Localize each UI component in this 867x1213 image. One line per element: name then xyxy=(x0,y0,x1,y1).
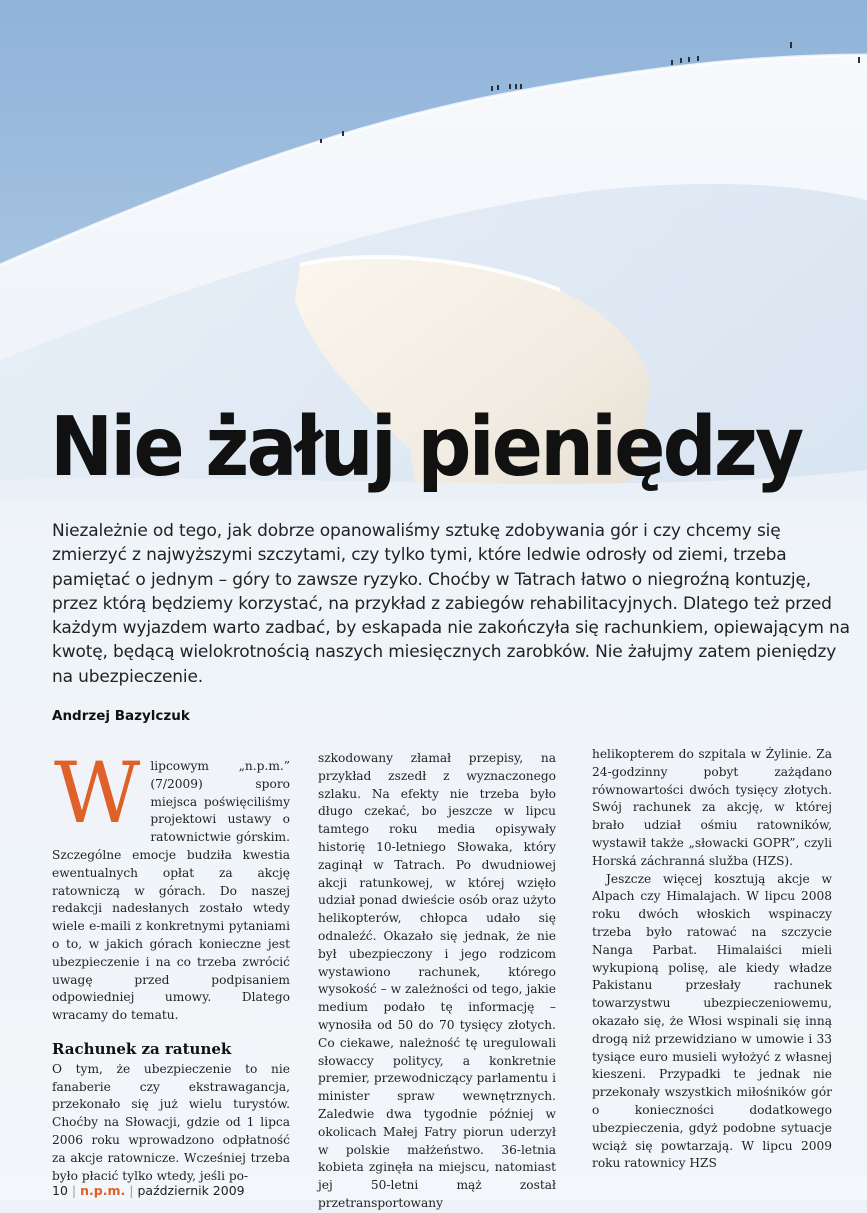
body-paragraph: szkodowany złamał przepisy, na przykład zszedł z wyznaczonego szlaku. Na efekty nie trzeba było długo czekać, bo jeszcze w lipcu tamtego roku media opisywały historię 10-letniego Słowaka, który zaginął w Tatrach. Po dwudniowej akcji ratunkowej, w której wzięło udział ponad dwieście osób oraz użyto helikopterów, chłopca udało się odnaleźć. Okazało się jednak, że nie był ubezpieczony i jego rodzicom wystawiono rachunek, którego wysokość – w zależności od tego, jakie medium podało tę informację – wynosiła od 50 do 70 tysięcy złotych. Co ciekawe, należność tę uregulowali słowaccy politycy, a konkretnie premier, przewodniczący parlamentu i minister spraw wewnętrznych. Zaledwie dwa tygodnie później w okolicach Małej Fatry piorun uderzył w polskie małżeństwo. 36-letnia kobieta zginęła na miejscu, natomiast jej 50-letni mąż został przetransportowany xyxy=(318,751,556,1210)
column-2 xyxy=(318,750,556,1213)
subheading: Rachunek za ratunek xyxy=(52,1039,232,1058)
drop-cap: W xyxy=(54,744,141,842)
body-paragraph: O tym, że ubezpieczenie to nie fanaberie czy ekstrawagancja, przekonało się już wielu turystów. Choćby na Słowacji, gdzie od 1 lipca 2006 roku wprowadzono odpłatność za akcje ratownicze. Wcześniej trzeba było płacić tylko wtedy, jeśli po- xyxy=(52,1061,290,1183)
body-paragraph: lipcowym „n.p.m.” (7/2009) sporo miejsca poświęciliśmy projektowi ustawy o ratownictwie górskim. Szczególne emocje budziła kwestia ewentualnych opłat za akcję ratowniczą w górach. Do naszej redakcji nadesłanych zostało wtedy wiele e-maili z konkretnymi pytaniami o to, w jakich górach konieczne jest ubezpieczenie i na co trzeba zwrócić uwagę przed podpisaniem odpowiedniej umowy. Dlatego wracamy do tematu. xyxy=(52,759,290,1023)
body-paragraph: Jeszcze więcej kosztują akcje w Alpach czy Himalajach. W lipcu 2008 roku dwóch włoskich wspinaczy trzeba było ratować na szczycie Nanga Parbat. Himalaiści mieli wykupioną polisę, ale kiedy władze Pakistanu przesłały rachunek towarzystwu ubezpieczeniowemu, okazało się, że Włosi wspinali się inną drogą niż przewidziano w umowie i 33 tysiące euro musieli wyłożyć z własnej kieszeni. Przypadki te jednak nie przekonały wszystkich miłośników gór o konieczności dodatkowego ubezpieczenia, gdyż podobne sytuacje wciąż się powtarzają. W lipcu 2009 roku ratownicy HZS xyxy=(592,871,832,1171)
page-number: 10 xyxy=(52,1183,68,1198)
article-title: Nie żałuj pieniędzy xyxy=(50,399,802,495)
body-paragraph: helikopterem do szpitala w Żylinie. Za 24-godzinny pobyt zażądano równowartości dwóch tysięcy złotych. Swój rachunek za akcję, w której brało udział ośmiu ratowników, wystawił także „słowacki GOPR”, czyli Horská záchranná služba (HZS). xyxy=(592,747,832,868)
lead-paragraph: Niezależnie od tego, jak dobrze opanowaliśmy sztukę zdobywania gór i czy chcemy się zmierzyć z najwyższymi szczytami, czy tylko tymi, które ledwie odrosły od ziemi, trzeba pamiętać o jednym – góry to zawsze ryzyko. Choćby w Tatrach łatwo o niegroźną kontuzję, przez którą będziemy korzystać, na przykład z zabiegów rehabilitacyjnych. Dlatego też przed każdym wyjazdem warto zadbać, by eskapada nie zakończyła się rachunkiem, opiewającym na kwotę, będącą wielokrotnością naszych miesięcznych zarobków. Nie żałujmy zatem pieniędzy na ubezpieczenie. xyxy=(52,521,850,687)
page-footer: 10 | n.p.m. | październik 2009 xyxy=(52,1183,245,1198)
author-byline: Andrzej Bazylczuk xyxy=(52,708,190,724)
magazine-name: n.p.m. xyxy=(80,1183,126,1198)
column-3 xyxy=(592,746,832,1173)
issue-date: październik 2009 xyxy=(137,1183,245,1198)
article-lead xyxy=(52,519,852,689)
column-1 xyxy=(52,744,290,1185)
